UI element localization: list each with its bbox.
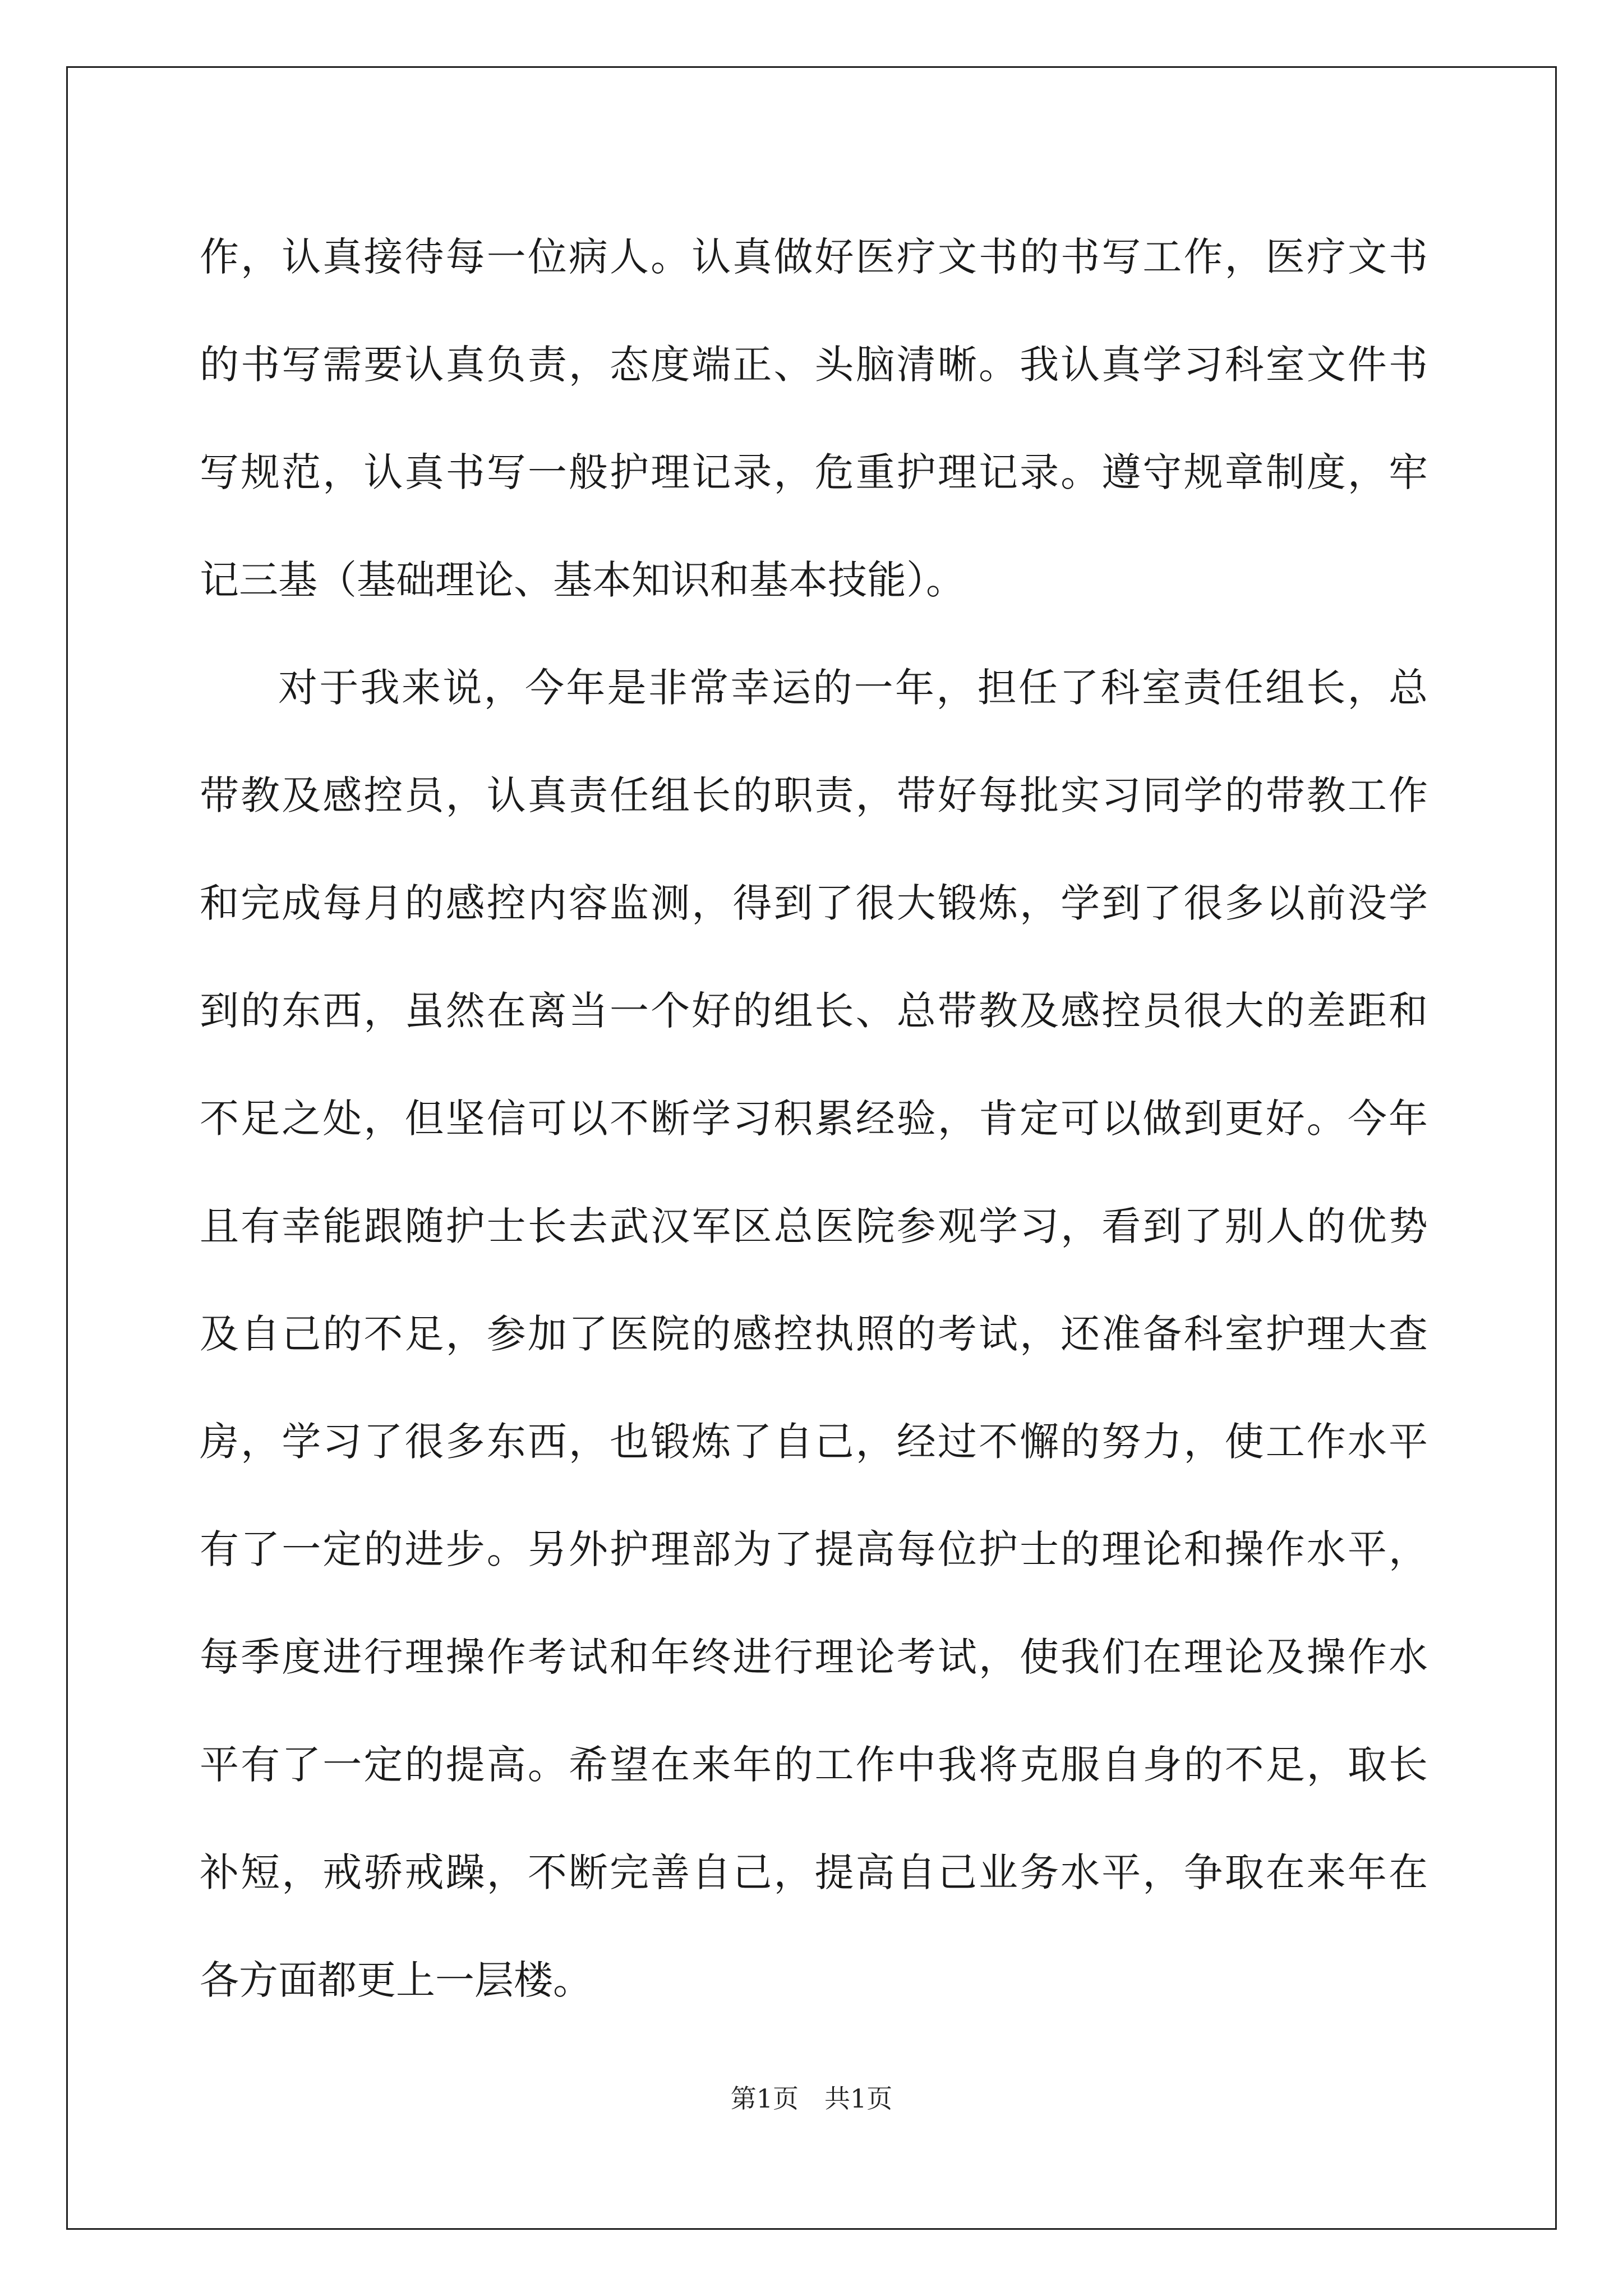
paragraph-2-line-6: 且有幸能跟随护士长去武汉军区总医院参观学习，看到了别人的优势 [200,1203,1428,1249]
paragraph-2-line-13: 各方面都更上一层楼。 [200,1957,592,2003]
paragraph-2-line-10: 每季度进行理操作考试和年终进行理论考试，使我们在理论及操作水 [200,1634,1428,1680]
paragraph-1-line-1: 作，认真接待每一位病人。认真做好医疗文书的书写工作，医疗文书 [200,234,1428,280]
page-footer [0,2078,1623,2115]
paragraph-2-line-1: 对于我来说，今年是非常幸运的一年，担任了科室责任组长，总 [278,665,1428,711]
paragraph-1-line-3: 写规范，认真书写一般护理记录，危重护理记录。遵守规章制度，牢 [200,449,1428,495]
paragraph-2-line-4: 到的东西，虽然在离当一个好的组长、总带教及感控员很大的差距和 [200,988,1428,1034]
paragraph-2-line-2: 带教及感控员，认真责任组长的职责，带好每批实习同学的带教工作 [200,772,1428,818]
paragraph-2-line-12: 补短，戒骄戒躁，不断完善自己，提高自己业务水平，争取在来年在 [200,1849,1428,1895]
paragraph-2-line-11: 平有了一定的提高。希望在来年的工作中我将克服自身的不足，取长 [200,1742,1428,1788]
paragraph-2-line-9: 有了一定的进步。另外护理部为了提高每位护士的理论和操作水平， [200,1526,1428,1572]
paragraph-1-line-4: 记三基（基础理论、基本知识和基本技能）。 [200,557,965,603]
paragraph-2-line-7: 及自己的不足，参加了医院的感控执照的考试，还准备科室护理大查 [200,1311,1428,1357]
page-number-label: 第1页 共1页 [730,2083,893,2114]
paragraph-1-line-2: 的书写需要认真负责，态度端正、头脑清晰。我认真学习科室文件书 [200,342,1428,388]
paragraph-2-line-5: 不足之处，但坚信可以不断学习积累经验，肯定可以做到更好。今年 [200,1096,1428,1142]
paragraph-2-line-3: 和完成每月的感控内容监测，得到了很大锻炼，学到了很多以前没学 [200,880,1428,926]
paragraph-2-line-8: 房，学习了很多东西，也锻炼了自己，经过不懈的努力，使工作水平 [200,1419,1428,1465]
document-body [200,203,1428,2034]
